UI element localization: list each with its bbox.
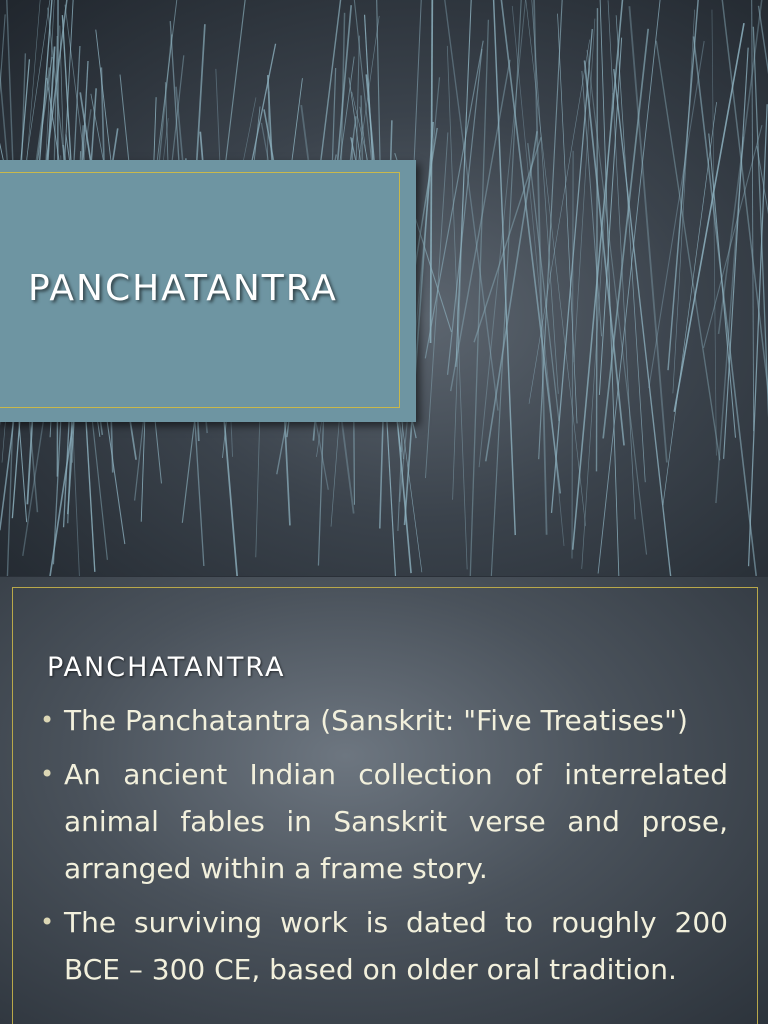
- background-line: [448, 49, 482, 375]
- background-line: [533, 0, 546, 535]
- bullet-dot-icon: •: [40, 706, 55, 734]
- slide-title: PANCHATANTRA: [28, 268, 338, 309]
- bullet-text: The surviving work is dated to roughly 200 BCE – 300 CE, based on older oral tradition.: [64, 906, 728, 986]
- background-line: [573, 0, 624, 550]
- bullet-item: [40, 751, 728, 892]
- bullet-item: [40, 899, 728, 993]
- bullet-item: [40, 697, 728, 744]
- background-line: [596, 8, 597, 471]
- title-box: [0, 160, 416, 422]
- background-line: [494, 0, 516, 535]
- background-line: [456, 0, 472, 367]
- background-line: [709, 133, 736, 437]
- content-heading: PANCHATANTRA: [47, 652, 286, 683]
- background-line: [572, 151, 573, 559]
- background-line: [526, 0, 586, 526]
- bullet-dot-icon: •: [40, 760, 55, 788]
- background-line: [479, 0, 525, 467]
- content-slide: [0, 577, 768, 1024]
- background-line: [614, 69, 672, 576]
- background-line: [663, 102, 717, 505]
- background-line: [753, 27, 768, 418]
- background-line: [673, 10, 695, 394]
- bullet-dot-icon: •: [40, 908, 55, 936]
- bullet-text: The Panchatantra (Sanskrit: "Five Treatises"): [64, 704, 688, 737]
- background-line: [447, 46, 467, 569]
- background-line: [749, 104, 768, 566]
- background-line: [656, 41, 720, 461]
- bullet-list: [40, 697, 728, 1000]
- bullet-text: An ancient Indian collection of interrelated animal fables in Sanskrit verse and prose, arranged within a frame story.: [64, 758, 728, 885]
- background-line: [470, 20, 488, 576]
